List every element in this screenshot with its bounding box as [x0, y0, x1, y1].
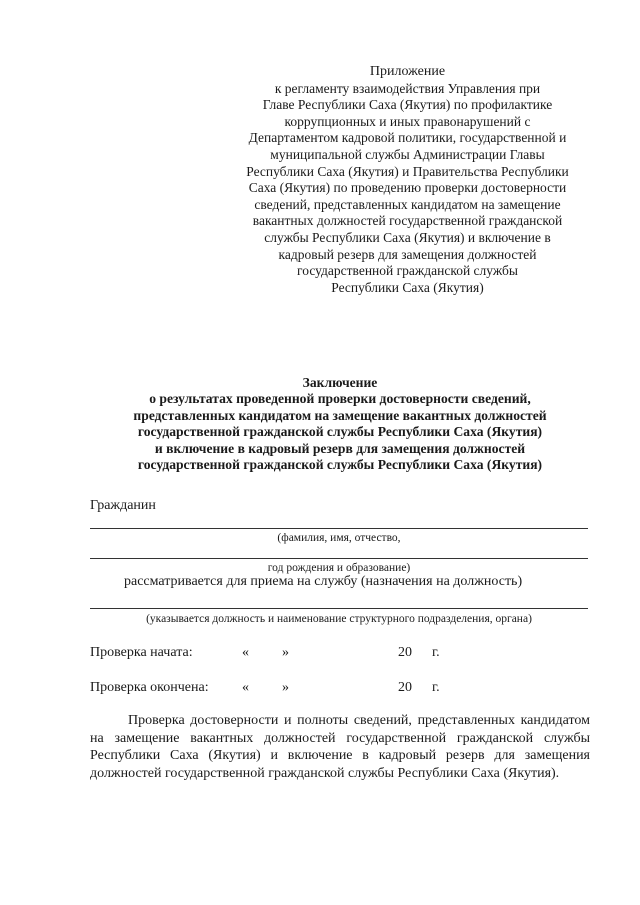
appendix-line: вакантных должностей государственной гражданской — [252, 213, 563, 229]
review-text: рассматривается для приема на службу (назначения на должность) — [124, 574, 523, 589]
conclusion-line: представленных кандидатом на замещение вакантных должностей — [133, 407, 547, 423]
appendix-line: службы Республики Саха (Якутия) и включение в — [264, 229, 551, 245]
appendix-line: к регламенту взаимодействия Управления при — [274, 80, 541, 96]
check-started-row — [90, 645, 590, 665]
fio-hint: (фамилия, имя, отчество, — [277, 532, 401, 544]
appendix-line: коррупционных и иных правонарушений с — [284, 113, 531, 129]
birth-fill-line — [90, 558, 588, 559]
position-hint: (указывается должность и наименование структурного подразделения, органа) — [146, 613, 532, 625]
check-finished-year: 20 — [398, 680, 412, 695]
check-started-quote-open: « — [242, 645, 249, 660]
check-finished-quote-open: « — [242, 680, 249, 695]
appendix-line: муниципальной службы Администрации Главы — [270, 146, 545, 162]
appendix-line: Саха (Якутия) по проведению проверки достоверности — [248, 180, 567, 196]
appendix-line: Республики Саха (Якутия) — [331, 279, 484, 295]
conclusion-heading-block — [90, 375, 590, 473]
fio-fill-line — [90, 528, 588, 529]
check-finished-label: Проверка окончена: — [90, 680, 209, 695]
conclusion-title: Заключение — [302, 375, 378, 390]
check-finished-quote-close: » — [282, 680, 289, 695]
appendix-line: кадровый резерв для замещения должностей — [278, 246, 537, 262]
birth-hint: год рождения и образование) — [267, 562, 411, 574]
appendix-line: сведений, представленных кандидатом на замещение — [254, 196, 561, 212]
verification-paragraph: Проверка достоверности и полноты сведений, представленных кандидатом на замещение вакантных должностей государственной гражданской службы Республики Саха (Якутия) и включение в кадровый резерв для замещения должностей государственной гражданской службы Республики Саха (Якутия). — [90, 713, 590, 781]
appendix-line: Департаментом кадровой политики, государственной и — [248, 130, 567, 146]
check-started-year: 20 — [398, 645, 412, 660]
appendix-line: государственной гражданской службы — [297, 263, 518, 279]
citizen-label: Гражданин — [90, 498, 156, 513]
conclusion-line: государственной гражданской службы Республики Саха (Якутия) — [137, 457, 543, 473]
position-fill-line — [90, 608, 588, 609]
conclusion-line: государственной гражданской службы Республики Саха (Якутия) — [137, 424, 543, 440]
appendix-block — [220, 64, 595, 296]
check-finished-row — [90, 680, 590, 700]
check-started-quote-close: » — [282, 645, 289, 660]
appendix-line: Главе Республики Саха (Якутия) по профилактике — [262, 97, 553, 113]
appendix-title: Приложение — [369, 64, 446, 79]
check-started-label: Проверка начата: — [90, 645, 193, 660]
check-finished-year-suffix: г. — [432, 680, 440, 695]
check-started-year-suffix: г. — [432, 645, 440, 660]
conclusion-line: о результатах проведенной проверки достоверности сведений, — [149, 391, 531, 407]
conclusion-line: и включение в кадровый резерв для замещения должностей — [154, 440, 526, 456]
appendix-line: Республики Саха (Якутия) и Правительства Республики — [246, 163, 569, 179]
